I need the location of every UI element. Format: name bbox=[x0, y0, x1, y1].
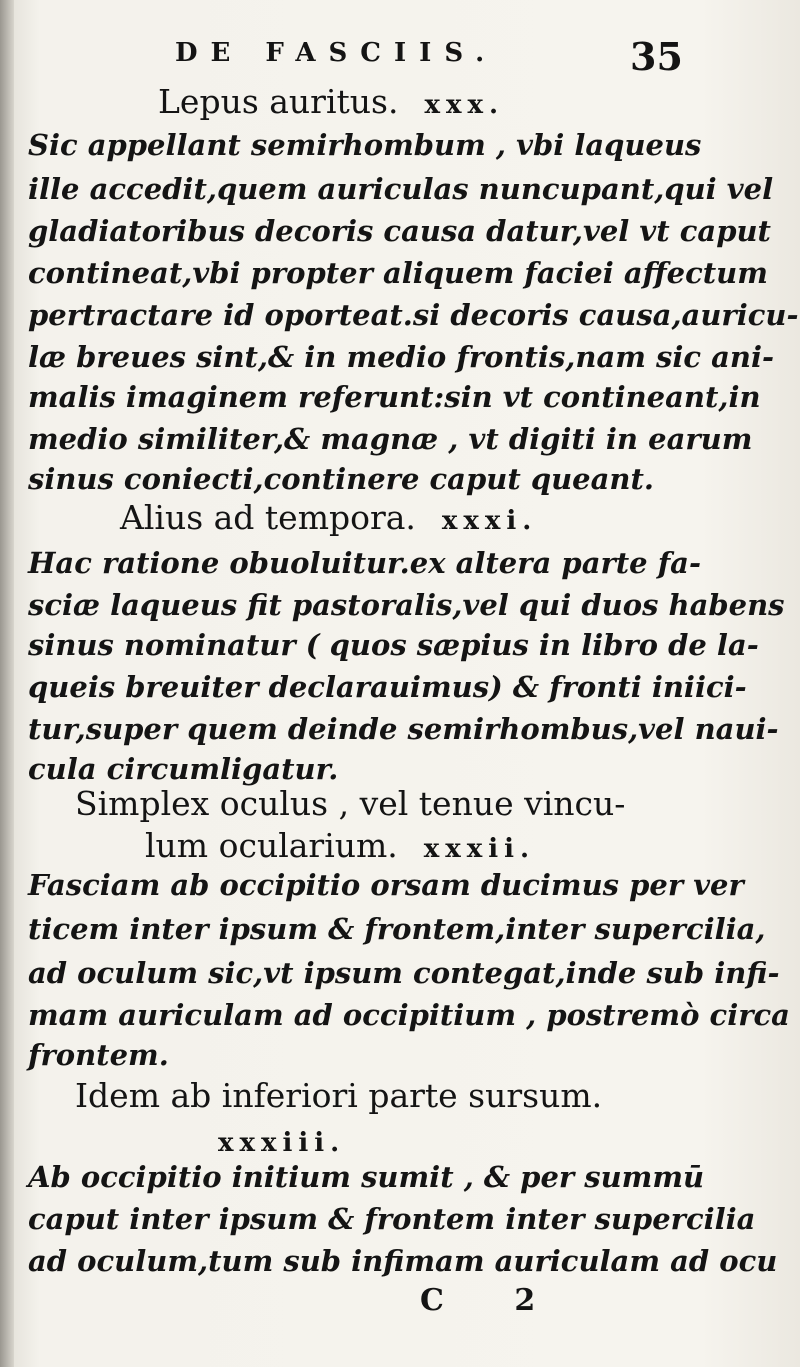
text-line: cula circumligatur. bbox=[28, 752, 339, 786]
text-line: ticem inter ipsum & frontem,inter supercilia, bbox=[28, 912, 766, 946]
heading-title: Alius ad tempora. bbox=[120, 498, 416, 537]
text-line: Ab occipitio initium sumit , & per summū bbox=[28, 1160, 705, 1194]
text-line: medio similiter,& magnæ , vt digiti in earum bbox=[28, 422, 753, 456]
text-line: sinus nominatur ( quos sæpius in libro de la- bbox=[28, 628, 759, 662]
text-line: malis imaginem referunt:sin vt contineant,in bbox=[28, 380, 761, 414]
section-heading-continued bbox=[145, 826, 535, 865]
heading-title: lum ocularium. bbox=[145, 826, 398, 865]
text-line: Hac ratione obuoluitur.ex altera parte fa- bbox=[28, 546, 702, 580]
signature-mark: C 2 bbox=[420, 1283, 566, 1318]
heading-title: Idem ab inferiori parte sursum. bbox=[75, 1076, 603, 1115]
section-heading bbox=[75, 1076, 602, 1115]
text-line: læ breues sint,& in medio frontis,nam sic ani- bbox=[28, 340, 775, 374]
section-heading-number bbox=[218, 1120, 345, 1159]
text-line: Sic appellant semirhombum , vbi laqueus bbox=[28, 128, 702, 162]
page-number: 35 bbox=[630, 34, 683, 79]
text-line: tur,super quem deinde semirhombus,vel naui- bbox=[28, 712, 779, 746]
text-line: gladiatoribus decoris causa datur,vel vt caput bbox=[28, 214, 771, 248]
running-head: DE FASCIIS. bbox=[175, 38, 498, 68]
text-line: contineat,vbi propter aliquem faciei affectum bbox=[28, 256, 768, 290]
text-line: queis breuiter declarauimus) & fronti iniici- bbox=[28, 670, 747, 704]
text-line: ad oculum,tum sub infimam auriculam ad ocu bbox=[28, 1244, 778, 1278]
text-line: sciæ laqueus fit pastoralis,vel qui duos habens bbox=[28, 588, 785, 622]
heading-title: Simplex oculus , vel tenue vincu- bbox=[75, 784, 626, 823]
section-heading bbox=[158, 82, 504, 121]
text-line: ad oculum sic,vt ipsum contegat,inde sub infi- bbox=[28, 956, 780, 990]
text-line: Fasciam ab occipitio orsam ducimus per ver bbox=[28, 868, 744, 902]
section-heading bbox=[120, 498, 537, 537]
heading-number: xxxii. bbox=[423, 834, 536, 864]
text-line: sinus coniecti,continere caput queant. bbox=[28, 462, 654, 496]
page-gutter-shadow bbox=[0, 0, 14, 1367]
text-line: frontem. bbox=[28, 1038, 169, 1072]
heading-number: xxxi. bbox=[441, 506, 538, 536]
section-heading bbox=[75, 784, 625, 823]
heading-title: Lepus auritus. bbox=[158, 82, 399, 121]
text-line: mam auriculam ad occipitium , postremò circa bbox=[28, 998, 790, 1032]
text-line: ille accedit,quem auriculas nuncupant,qui vel bbox=[28, 172, 774, 206]
text-line: caput inter ipsum & frontem inter supercilia bbox=[28, 1202, 756, 1236]
text-line: pertractare id oporteat.si decoris causa,auricu- bbox=[28, 298, 799, 332]
heading-number: xxx. bbox=[424, 90, 505, 120]
heading-number: xxxiii. bbox=[218, 1128, 346, 1158]
